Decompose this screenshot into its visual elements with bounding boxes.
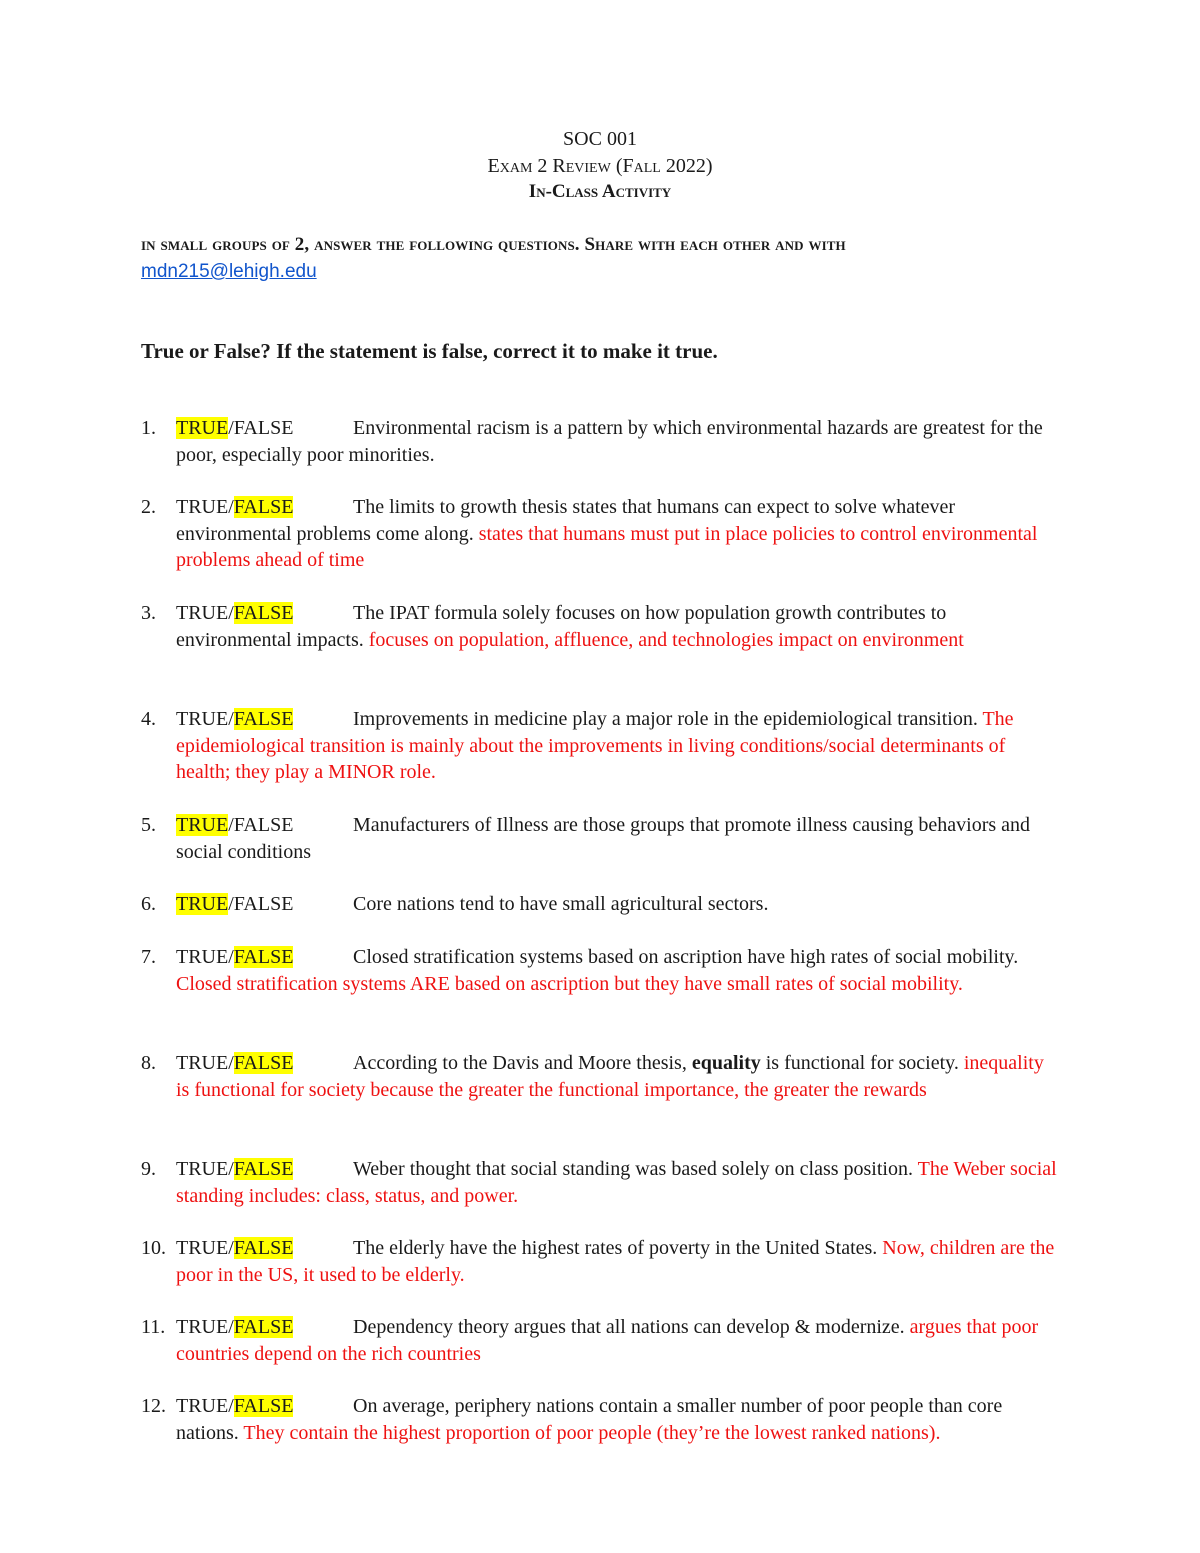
answer-correction: Now, children are the poor in the US, it used to be elderly. <box>176 1237 1055 1286</box>
slash: / <box>228 602 234 624</box>
false-option: FALSE <box>233 417 294 439</box>
answer-correction: inequality is functional for society because the greater the functional importance, the greater the rewards <box>176 1052 1044 1101</box>
question-statement-end: is functional for society. <box>765 1052 959 1074</box>
answer-correction: focuses on population, affluence, and technologies impact on environment <box>368 628 964 651</box>
slash: / <box>228 1237 234 1259</box>
false-option-selected: FALSE <box>233 496 294 518</box>
question-statement: On average, periphery nations contain a smaller number of poor people than core nations. <box>176 1395 1003 1444</box>
false-option-selected: FALSE <box>233 708 294 730</box>
true-false-choice <box>176 891 353 918</box>
question-statement: The IPAT formula solely focuses on how population growth contributes to environmental impacts. <box>176 602 947 651</box>
true-false-choice <box>176 1156 353 1183</box>
slash: / <box>228 496 234 518</box>
question-statement: Manufacturers of Illness are those groups that promote illness causing behaviors and social conditions <box>176 814 1031 863</box>
slash: / <box>228 893 234 915</box>
true-option-selected: TRUE <box>176 893 229 915</box>
true-option-selected: TRUE <box>176 814 229 836</box>
question-statement: Weber thought that social standing was based solely on class position. <box>353 1158 913 1180</box>
false-option: FALSE <box>233 814 294 836</box>
true-option: TRUE <box>176 946 229 968</box>
slash: / <box>228 1316 234 1338</box>
question-body <box>176 1050 1061 1103</box>
question-body <box>176 1156 1061 1209</box>
true-false-choice <box>176 415 353 442</box>
false-option-selected: FALSE <box>233 1237 294 1259</box>
true-option: TRUE <box>176 1237 229 1259</box>
question-number: 3. <box>141 602 156 624</box>
question-number: 11. <box>141 1316 166 1338</box>
question-body <box>176 812 1061 865</box>
true-false-choice <box>176 1050 353 1077</box>
question-statement: Core nations tend to have small agricultural sectors. <box>353 893 769 915</box>
slash: / <box>228 814 234 836</box>
section-heading: True or False? If the statement is false, correct it to make it true. <box>141 339 718 363</box>
question-statement: The limits to growth thesis states that humans can expect to solve whatever environmental problems come along. <box>176 496 956 545</box>
question-body <box>176 1235 1061 1288</box>
true-option: TRUE <box>176 1158 229 1180</box>
false-option-selected: FALSE <box>233 602 294 624</box>
question-number: 1. <box>141 417 156 439</box>
true-false-choice <box>176 812 353 839</box>
slash: / <box>228 708 234 730</box>
true-option: TRUE <box>176 1316 229 1338</box>
false-option-selected: FALSE <box>233 1395 294 1417</box>
question-number: 9. <box>141 1158 156 1180</box>
true-option: TRUE <box>176 708 229 730</box>
answer-correction: The epidemiological transition is mainly about the improvements in living conditions/social determinants of health; they play a MINOR role. <box>176 708 1014 783</box>
question-body <box>176 494 1061 574</box>
false-option: FALSE <box>233 893 294 915</box>
true-option-selected: TRUE <box>176 417 229 439</box>
true-option: TRUE <box>176 1395 229 1417</box>
false-option-selected: FALSE <box>233 1052 294 1074</box>
emphasized-word: equality <box>691 1052 761 1074</box>
activity-title: In-Class Activity <box>528 181 672 202</box>
question-number: 10. <box>141 1237 166 1259</box>
question-statement: Closed stratification systems based on ascription have high rates of social mobility. <box>353 946 1019 968</box>
question-statement: According to the Davis and Moore thesis, <box>353 1052 687 1074</box>
instructions-text: in small groups of 2, answer the following questions. Share with each other and with <box>141 234 846 255</box>
true-false-choice <box>176 600 353 627</box>
question-body <box>176 415 1061 468</box>
false-option-selected: FALSE <box>233 1158 294 1180</box>
course-title: SOC 001 <box>563 128 637 150</box>
true-false-choice <box>176 944 353 971</box>
true-option: TRUE <box>176 1052 229 1074</box>
question-body <box>176 706 1061 786</box>
true-false-choice <box>176 494 353 521</box>
slash: / <box>228 1052 234 1074</box>
question-body <box>176 944 1061 997</box>
question-statement: Environmental racism is a pattern by which environmental hazards are greatest for the poor, especially poor minorities. <box>176 417 1043 466</box>
false-option-selected: FALSE <box>233 1316 294 1338</box>
question-body <box>176 600 1061 653</box>
question-statement: The elderly have the highest rates of poverty in the United States. <box>353 1237 878 1259</box>
true-false-choice <box>176 1314 353 1341</box>
question-statement: Improvements in medicine play a major role in the epidemiological transition. <box>353 708 978 730</box>
question-body <box>176 1314 1061 1367</box>
question-number: 8. <box>141 1052 156 1074</box>
question-number: 6. <box>141 893 156 915</box>
slash: / <box>228 946 234 968</box>
question-body <box>176 1393 1061 1446</box>
question-number: 2. <box>141 496 156 518</box>
true-false-choice <box>176 706 353 733</box>
true-false-choice <box>176 1393 353 1420</box>
answer-correction: Closed stratification systems ARE based on ascription but they have small rates of social mobility. <box>176 972 963 995</box>
true-option: TRUE <box>176 496 229 518</box>
slash: / <box>228 1158 234 1180</box>
slash: / <box>228 417 234 439</box>
answer-correction: states that humans must put in place policies to control environmental problems ahead of time <box>176 522 1038 571</box>
answer-correction: The Weber social standing includes: class, status, and power. <box>176 1158 1057 1207</box>
question-body <box>176 891 1061 918</box>
answer-correction: argues that poor countries depend on the rich countries <box>176 1316 1039 1365</box>
question-number: 5. <box>141 814 156 836</box>
true-false-choice <box>176 1235 353 1262</box>
question-number: 4. <box>141 708 156 730</box>
answer-correction: They contain the highest proportion of poor people (they’re the lowest ranked nations). <box>243 1421 941 1444</box>
slash: / <box>228 1395 234 1417</box>
question-statement: Dependency theory argues that all nations can develop & modernize. <box>353 1316 905 1338</box>
exam-title: Exam 2 Review (Fall 2022) <box>487 155 713 177</box>
true-option: TRUE <box>176 602 229 624</box>
email-link[interactable]: mdn215@lehigh.edu <box>141 261 317 282</box>
question-number: 12. <box>141 1395 166 1417</box>
question-number: 7. <box>141 946 156 968</box>
false-option-selected: FALSE <box>233 946 294 968</box>
